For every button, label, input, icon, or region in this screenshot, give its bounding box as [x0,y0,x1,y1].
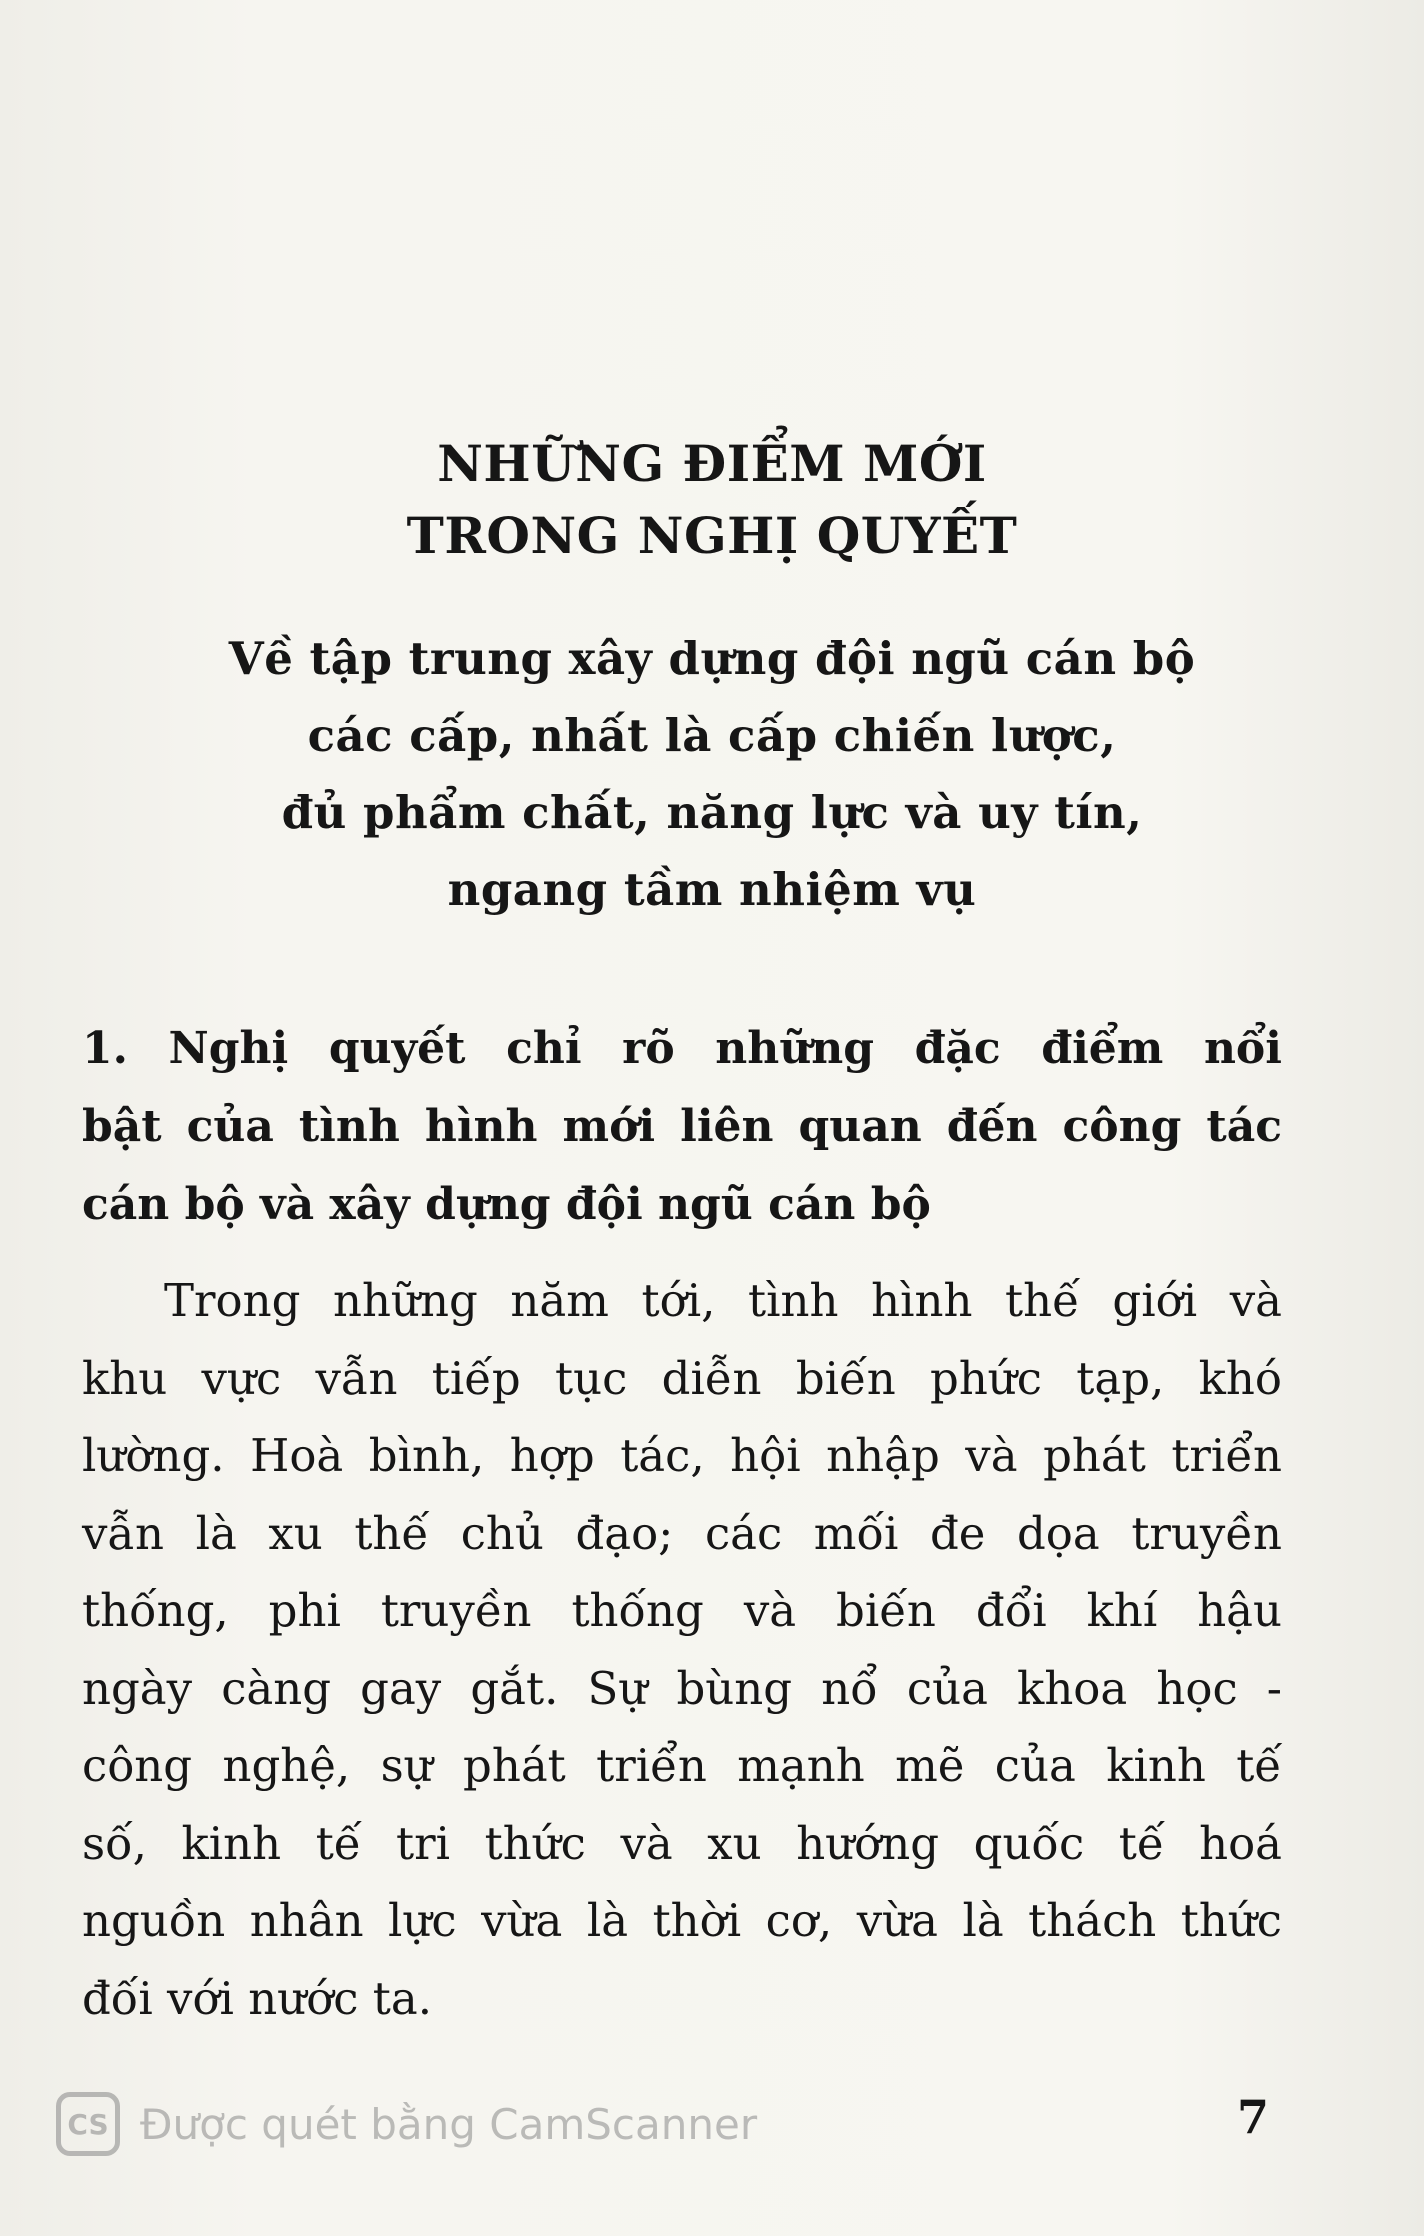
page-number: 7 [1236,2090,1269,2144]
paragraph-line: lường. Hoà bình, hợp tác, hội nhập và phát triển [82,1429,1282,1482]
paragraph-line: công nghệ, sự phát triển mạnh mẽ của kinh tế [82,1739,1282,1792]
paragraph-line: thống, phi truyền thống và biến đổi khí hậu [82,1584,1282,1637]
section-heading [82,1010,1282,1244]
subtitle-line: Về tập trung xây dựng đội ngũ cán bộ [228,632,1196,685]
paragraph-line: vẫn là xu thế chủ đạo; các mối đe dọa truyền [82,1506,1282,1560]
body-paragraph [82,1262,1282,2037]
subtitle-line: đủ phẩm chất, năng lực và uy tín, [281,786,1143,839]
camscanner-logo-icon: CS [56,2092,120,2156]
subtitle-line: ngang tầm nhiệm vụ [447,863,977,916]
title-line: TRONG NGHỊ QUYẾT [406,506,1018,565]
camscanner-watermark [56,2092,757,2156]
page-title [0,428,1424,572]
paragraph-line: đối với nước ta. [82,1971,433,2025]
paragraph-line: ngày càng gay gắt. Sự bùng nổ của khoa học - [82,1661,1282,1715]
section-heading-line: 1. Nghị quyết chỉ rõ những đặc điểm nổi [82,1023,1282,1074]
subtitle-line: các cấp, nhất là cấp chiến lược, [307,709,1117,762]
section-heading-line: cán bộ và xây dựng đội ngũ cán bộ [82,1179,931,1230]
page-subtitle [0,620,1424,928]
paragraph-line: Trong những năm tới, tình hình thế giới và [164,1274,1282,1327]
paragraph-line: số, kinh tế tri thức và xu hướng quốc tế hoá [82,1816,1282,1870]
watermark-text: Được quét bằng CamScanner [140,2099,758,2149]
title-line: NHỮNG ĐIỂM MỚI [437,434,987,493]
paragraph-line: khu vực vẫn tiếp tục diễn biến phức tạp, khó [82,1351,1282,1405]
section-heading-line: bật của tình hình mới liên quan đến công tác [82,1101,1282,1152]
paragraph-line: nguồn nhân lực vừa là thời cơ, vừa là thách thức [82,1894,1282,1947]
